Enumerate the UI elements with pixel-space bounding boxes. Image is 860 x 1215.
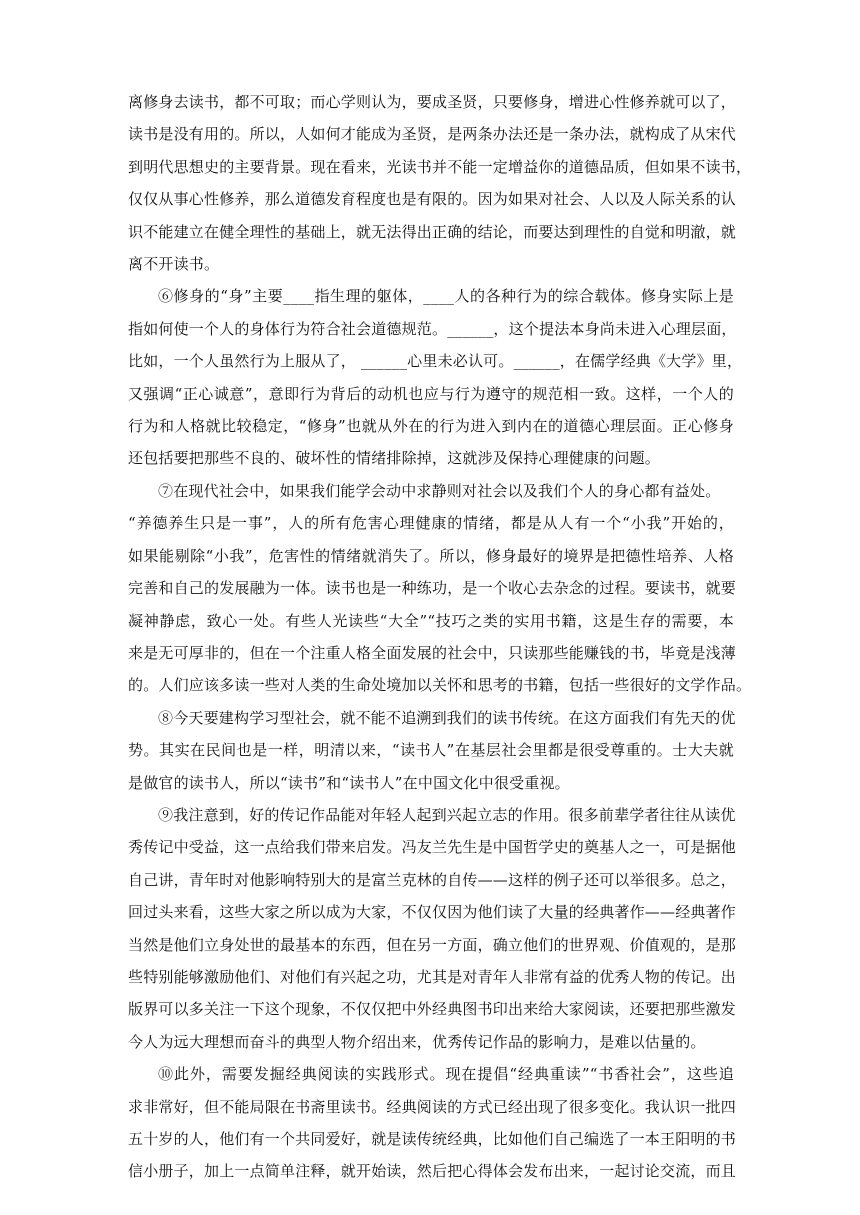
text-line: ⑩此外，需要发掘经典阅读的实践形式。现在提倡“经典重读”“书香社会”，这些追 — [158, 1065, 734, 1084]
text-line: 求非常好，但不能局限在书斋里读书。经典阅读的方式已经出现了很多变化。我认识一批四 — [128, 1097, 737, 1116]
text-line: 读书是没有用的。所以，人如何才能成为圣贤，是两条办法还是一条办法，就构成了从宋代 — [128, 125, 737, 144]
text-line: 到明代思想史的主要背景。现在看来，光读书并不能一定增益你的道德品质，但如果不读书， — [128, 157, 752, 176]
text-line: 还包括要把那些不良的、破坏性的情绪排除掉，这就涉及保持心理健康的问题。 — [128, 449, 661, 468]
text-line: 五十岁的人，他们有一个共同爱好，就是读传统经典，比如他们自己编选了一本王阳明的书 — [128, 1130, 737, 1148]
text-line: 秀传记中受益，这一点给我们带来启发。冯友兰先生是中国哲学史的奠基人之一，可是据他 — [128, 838, 737, 857]
text-line: ⑥修身的“身”主要____指生理的躯体，____人的各种行为的综合载体。修身实际上是 — [158, 287, 734, 306]
text-line: 势。其实在民间也是一样，明清以来，“读书人”在基层社会里都是很受尊重的。士大夫就 — [128, 741, 734, 760]
text-line: 识不能建立在健全理性的基础上，就无法得出正确的结论，而要达到理性的自觉和明澈，就 — [128, 222, 737, 241]
text-line: 版界可以多关注一下这个现象，不仅仅把中外经典图书印出来给大家阅读，还要把那些激发 — [128, 1000, 737, 1019]
text-line: 自己讲，青年时对他影响特别大的是富兰克林的自传——这样的例子还可以举很多。总之， — [128, 870, 737, 889]
text-line: 些特别能够激励他们、对他们有兴起之功，尤其是对青年人非常有益的优秀人物的传记。出 — [128, 967, 737, 986]
text-line: 回过头来看，这些大家之所以成为大家，不仅仅因为他们读了大量的经典著作——经典著作 — [128, 903, 737, 922]
text-line: 当然是他们立身处世的最基本的东西，但在另一方面，确立他们的世界观、价值观的，是那 — [128, 935, 737, 954]
text-line: “养德养生只是一事”，人的所有危害心理健康的情绪，都是从人有一个“小我”开始的， — [128, 514, 734, 533]
paragraph-5-continued — [128, 86, 752, 280]
text-line: 来是无可厚非的，但在一个注重人格全面发展的社会中，只读那些能赚钱的书，毕竟是浅薄 — [128, 643, 737, 662]
text-line: 今人为远大理想而奋斗的典型人物介绍出来，优秀传记作品的影响力，是难以估量的。 — [128, 1032, 706, 1051]
text-line: 如果能剔除“小我”，危害性的情绪就消失了。所以，修身最好的境界是把德性培养、人格 — [128, 546, 734, 565]
text-line: 完善和自己的发展融为一体。读书也是一种练功，是一个收心去杂念的过程。要读书，就要 — [128, 579, 737, 598]
text-line: ⑧今天要建构学习型社会，就不能不追溯到我们的读书传统。在这方面我们有先天的优 — [158, 708, 736, 727]
text-line: 指如何使一个人的身体行为符合社会道德规范。______，这个提法本身尚未进入心理层面， — [128, 319, 737, 338]
text-line: 的。人们应该多读一些对人类的生命处境加以关怀和思考的书籍，包括一些很好的文学作品。 — [128, 676, 752, 695]
paragraph-9 — [128, 799, 737, 1058]
paragraph-8 — [128, 702, 734, 799]
text-line: 离修身去读书，都不可取；而心学则认为，要成圣贤，只要修身，增进心性修养就可以了， — [128, 93, 737, 111]
text-line: 凝神静虑，致心一处。有些人光读些“大全”“技巧之类的实用书籍，这是生存的需要，本 — [128, 611, 734, 630]
text-line: 又强调“正心诚意”，意即行为背后的动机也应与行为遵守的规范相一致。这样，一个人的 — [128, 384, 734, 403]
text-line: ⑦在现代社会中，如果我们能学会动中求静则对社会以及我们个人的身心都有益处。 — [158, 481, 721, 500]
text-line: 行为和人格就比较稳定，“修身”也就从外在的行为进入到内在的道德心理层面。正心修身 — [128, 417, 734, 436]
paragraph-7 — [128, 475, 752, 702]
text-line: 仅仅从事心性修养，那么道德发育程度也是有限的。因为如果对社会、人以及人际关系的认 — [128, 190, 737, 209]
text-line: 比如，一个人虽然行为上服从了， ______心里未必认可。______，在儒学经典《大学》里， — [128, 352, 743, 371]
text-line: 信小册子，加上一点简单注释，就开始读，然后把心得体会发布出来，一起讨论交流，而且 — [128, 1162, 737, 1181]
paragraph-10 — [128, 1058, 737, 1188]
article-body — [128, 86, 752, 1188]
text-line: 离不开读书。 — [128, 255, 220, 274]
text-line: 是做官的读书人，所以“读书”和“读书人”在中国文化中很受重视。 — [128, 773, 570, 792]
paragraph-6 — [128, 280, 743, 474]
text-line: ⑨我注意到，好的传记作品能对年轻人起到兴起立志的作用。很多前辈学者往往从读优 — [158, 805, 736, 824]
